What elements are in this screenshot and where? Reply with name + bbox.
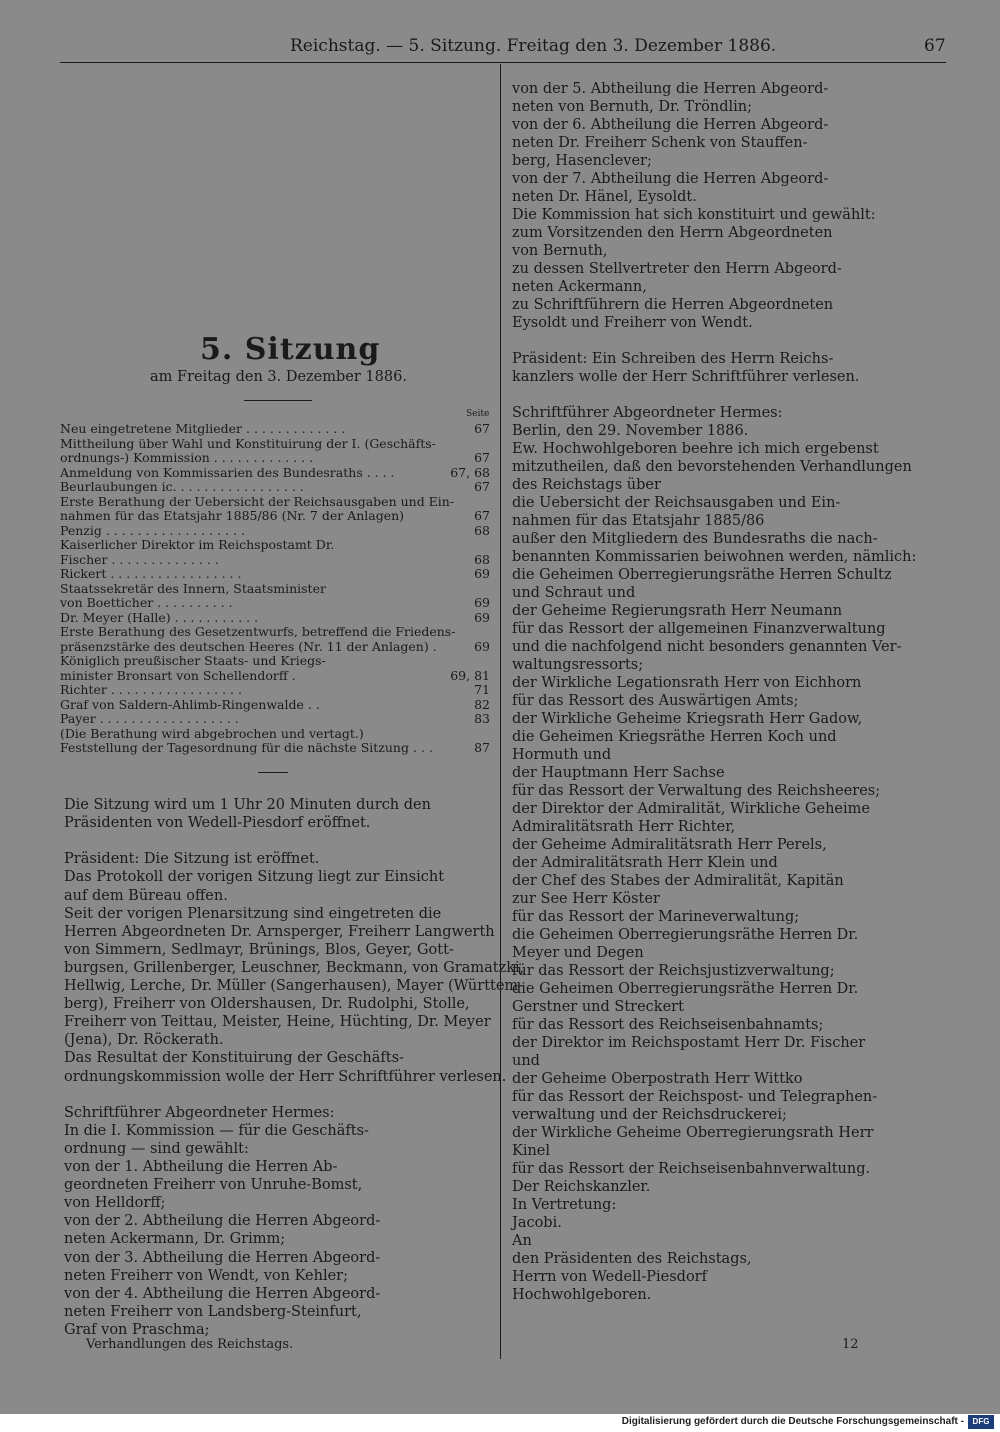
page-number: 67 — [924, 36, 946, 56]
text-line: geordneten Freiherr von Unruhe-Bomst, — [64, 1177, 363, 1194]
text-line: außer den Mitgliedern des Bundesraths die nach- — [512, 531, 878, 547]
text-line: kanzlers wolle der Herr Schriftführer verlesen. — [512, 369, 860, 385]
toc-entry: Rickert . . . . . . . . . . . . . . . . . — [60, 566, 242, 581]
header-rule — [60, 62, 946, 63]
text-line: die Geheimen Kriegsräthe Herren Koch und — [512, 729, 837, 745]
text-line: Kinel — [512, 1143, 551, 1159]
running-header: Reichstag. — 5. Sitzung. Freitag den 3. Dezember 1886. — [290, 36, 777, 56]
signature-number: 12 — [842, 1337, 859, 1352]
text-line: auf dem Büreau offen. — [64, 887, 228, 904]
toc-entry: Anmeldung von Kommissarien des Bundesraths . . . . — [60, 464, 395, 480]
text-line: Schriftführer Abgeordneter Hermes: — [64, 1104, 335, 1121]
text-line: Jacobi. — [512, 1215, 562, 1231]
text-line: der Wirkliche Geheime Oberregierungsrath Herr — [512, 1125, 874, 1141]
toc-page: 69 — [474, 638, 490, 654]
text-line: von der 2. Abtheilung die Herren Abgeord- — [64, 1213, 381, 1230]
text-line: Präsident: Die Sitzung ist eröffnet. — [64, 851, 320, 868]
text-line: zu Schriftführern die Herren Abgeordneten — [512, 297, 834, 313]
text-line: Gerstner und Streckert — [512, 999, 684, 1015]
toc-page: 87 — [474, 740, 490, 755]
toc-entry: Neu eingetretene Mitglieder . . . . . . . . . . . . . — [60, 421, 346, 436]
text-line: Hellwig, Lerche, Dr. Müller (Sangerhausen), Mayer (Württem- — [64, 978, 524, 994]
text-line: der Geheime Oberpostrath Herr Wittko — [512, 1071, 803, 1087]
text-line: die Geheimen Oberregierungsräthe Herren Dr. — [512, 927, 859, 943]
toc-page: 69 — [474, 609, 490, 625]
text-line: nahmen für das Etatsjahr 1885/86 — [512, 513, 765, 529]
toc-entry: Beurlaubungen ic. . . . . . . . . . . . . . . . . — [60, 479, 304, 494]
text-line: von der 6. Abtheilung die Herren Abgeord- — [512, 117, 829, 133]
text-line: die Geheimen Oberregierungsräthe Herren Schultz — [512, 567, 892, 583]
text-line: der Wirkliche Legationsrath Herr von Eichhorn — [512, 675, 862, 691]
text-line: (Jena), Dr. Röckerath. — [64, 1032, 224, 1049]
text-line: Herrn von Wedell-Piesdorf — [512, 1269, 707, 1285]
text-line: Berlin, den 29. November 1886. — [512, 423, 749, 439]
text-line: neten Dr. Hänel, Eysoldt. — [512, 189, 697, 205]
title-rule — [244, 400, 312, 401]
text-line: Admiralitätsrath Herr Richter, — [512, 819, 736, 835]
toc-entry: Fischer . . . . . . . . . . . . . . — [60, 551, 219, 567]
footer-credit: Digitalisierung gefördert durch die Deutsche Forschungsgemeinschaft - — [621, 1416, 964, 1427]
text-line: der Direktor der Admiralität, Wirkliche Geheime — [512, 801, 870, 817]
text-line: berg, Hasenclever; — [512, 153, 652, 169]
text-line: von Bernuth, — [512, 243, 608, 259]
text-line: neten von Bernuth, Dr. Tröndlin; — [512, 99, 753, 115]
text-line: neten Ackermann, Dr. Grimm; — [64, 1231, 286, 1248]
text-line: der Geheime Regierungsrath Herr Neumann — [512, 603, 843, 619]
toc-page: 68 — [474, 522, 490, 538]
text-line: Hochwohlgeboren. — [512, 1287, 652, 1303]
text-line: waltungsressorts; — [512, 657, 644, 673]
toc-column-label: Seite — [466, 409, 490, 419]
toc-entry: Graf von Saldern-Ahlimb-Ringenwalde . . — [60, 696, 320, 712]
text-line: Präsident: Ein Schreiben des Herrn Reichs- — [512, 351, 834, 367]
text-line: Das Resultat der Konstituirung der Geschäfts- — [64, 1050, 404, 1067]
toc-entry: Mittheilung über Wahl und Konstituirung der I. (Geschäfts- — [60, 435, 436, 451]
text-line: und die nachfolgend nicht besonders genannten Ver- — [512, 639, 902, 655]
toc-entry: Feststellung der Tagesordnung für die nächste Sitzung . . . — [60, 740, 433, 755]
toc-entry: ordnungs-) Kommission . . . . . . . . . . . . . — [60, 450, 314, 465]
text-line: verwaltung und der Reichsdruckerei; — [512, 1107, 787, 1123]
text-line: In die I. Kommission — für die Geschäfts- — [64, 1122, 369, 1139]
text-line: Freiherr von Teittau, Meister, Heine, Hüchting, Dr. Meyer — [64, 1014, 491, 1031]
text-line: für das Ressort des Reichseisenbahnamts; — [512, 1017, 824, 1033]
toc-entry: Königlich preußischer Staats- und Kriegs- — [60, 653, 326, 668]
text-line: ordnung — sind gewählt: — [64, 1140, 249, 1157]
toc-page: 83 — [474, 711, 490, 726]
text-line: Schriftführer Abgeordneter Hermes: — [512, 405, 783, 421]
text-line: neten Freiherr von Wendt, von Kehler; — [64, 1267, 348, 1284]
text-line: von der 4. Abtheilung die Herren Abgeord- — [64, 1285, 381, 1302]
text-line: für das Ressort der Reichseisenbahnverwaltung. — [512, 1161, 871, 1177]
text-line: Meyer und Degen — [512, 945, 644, 961]
text-line: berg), Freiherr von Oldershausen, Dr. Rudolphi, Stolle, — [64, 996, 470, 1013]
toc-page: 67, 68 — [450, 464, 490, 480]
text-line: Graf von Praschma; — [64, 1321, 210, 1338]
toc-page: 68 — [474, 551, 490, 567]
toc-page: 71 — [474, 682, 490, 697]
text-line: Das Protokoll der vorigen Sitzung liegt zur Einsicht — [64, 869, 445, 886]
toc-page: 69, 81 — [450, 667, 490, 683]
column-divider — [500, 64, 501, 1359]
text-line: der Direktor im Reichspostamt Herr Dr. Fischer — [512, 1035, 866, 1051]
toc-entry: Payer . . . . . . . . . . . . . . . . . . — [60, 711, 239, 726]
text-line: für das Ressort der Reichsjustizverwaltung; — [512, 963, 835, 979]
toc-entry: Penzig . . . . . . . . . . . . . . . . . . — [60, 522, 245, 538]
toc-entry: (Die Berathung wird abgebrochen und vertagt.) — [60, 725, 364, 741]
text-line: der Admiralitätsrath Herr Klein und — [512, 855, 778, 871]
left-footer-note: Verhandlungen des Reichstags. — [86, 1337, 294, 1352]
text-line: von der 3. Abtheilung die Herren Abgeord- — [64, 1249, 381, 1266]
text-line: des Reichstags über — [512, 477, 661, 493]
text-line: die Geheimen Oberregierungsräthe Herren Dr. — [512, 981, 859, 997]
toc-entry: Dr. Meyer (Halle) . . . . . . . . . . . — [60, 609, 259, 625]
text-line: neten Ackermann, — [512, 279, 647, 295]
text-line: mitzutheilen, daß den bevorstehenden Verhandlungen — [512, 459, 912, 475]
text-line: die Uebersicht der Reichsausgaben und Ein- — [512, 495, 841, 511]
digitization-footer — [0, 1414, 1000, 1432]
text-line: Seit der vorigen Plenarsitzung sind eingetreten die — [64, 905, 442, 922]
text-line: von Simmern, Sedlmayr, Brünings, Blos, Geyer, Gott- — [64, 941, 454, 958]
text-line: für das Ressort der allgemeinen Finanzverwaltung — [512, 621, 886, 637]
toc-entry: nahmen für das Etatsjahr 1885/86 (Nr. 7 der Anlagen) — [60, 508, 405, 523]
text-line: für das Ressort der Reichspost- und Telegraphen- — [512, 1089, 878, 1105]
text-line: Ew. Hochwohlgeboren beehre ich mich ergebenst — [512, 441, 879, 457]
text-line: den Präsidenten des Reichstags, — [512, 1251, 752, 1267]
text-line: Eysoldt und Freiherr von Wendt. — [512, 315, 753, 331]
toc-entry: Kaiserlicher Direktor im Reichspostamt Dr. — [60, 537, 335, 552]
text-line: von der 1. Abtheilung die Herren Ab- — [64, 1159, 338, 1175]
text-line: Herren Abgeordneten Dr. Arnsperger, Freiherr Langwerth — [64, 923, 495, 940]
text-line: benannten Kommissarien beiwohnen werden, nämlich: — [512, 549, 917, 565]
session-date: am Freitag den 3. Dezember 1886. — [150, 369, 407, 385]
text-line: und — [512, 1053, 540, 1069]
dfg-logo: DFG — [968, 1415, 994, 1429]
toc-page: 67 — [474, 421, 490, 436]
text-line: und Schraut und — [512, 585, 636, 601]
toc-entry: Richter . . . . . . . . . . . . . . . . . — [60, 682, 242, 697]
text-line: Die Kommission hat sich konstituirt und gewählt: — [512, 207, 876, 223]
text-line: der Wirkliche Geheime Kriegsrath Herr Gadow, — [512, 711, 863, 727]
toc-page: 69 — [474, 595, 490, 610]
text-line: Präsidenten von Wedell-Piesdorf eröffnet. — [64, 815, 371, 832]
text-line: von der 7. Abtheilung die Herren Abgeord- — [512, 171, 829, 187]
text-line: An — [512, 1233, 532, 1249]
text-line: burgsen, Grillenberger, Leuschner, Beckmann, von Gramatzki, — [64, 959, 525, 976]
text-line: Hormuth und — [512, 747, 612, 763]
toc-entry: Staatssekretär des Innern, Staatsminister — [60, 580, 326, 596]
text-line: der Chef des Stabes der Admiralität, Kapitän — [512, 873, 844, 889]
text-line: für das Ressort der Verwaltung des Reichsheeres; — [512, 783, 881, 799]
text-line: von Helldorff; — [64, 1195, 166, 1212]
toc-page: 67 — [474, 508, 490, 523]
text-line: neten Dr. Freiherr Schenk von Stauffen- — [512, 135, 808, 151]
toc-entry: minister Bronsart von Schellendorff . — [60, 667, 296, 683]
text-line: zur See Herr Köster — [512, 891, 660, 907]
text-line: ordnungskommission wolle der Herr Schriftführer verlesen. — [64, 1068, 507, 1085]
text-line: der Geheime Admiralitätsrath Herr Perels, — [512, 837, 827, 853]
toc-page: 67 — [474, 479, 490, 494]
text-line: zum Vorsitzenden den Herrn Abgeordneten — [512, 225, 833, 241]
toc-entry: präsenzstärke des deutschen Heeres (Nr. 11 der Anlagen) . — [60, 638, 437, 654]
text-line: Der Reichskanzler. — [512, 1179, 651, 1195]
text-line: neten Freiherr von Landsberg-Steinfurt, — [64, 1303, 362, 1320]
text-line: für das Ressort des Auswärtigen Amts; — [512, 693, 799, 709]
text-line: der Hauptmann Herr Sachse — [512, 765, 725, 781]
toc-page: 82 — [474, 696, 490, 712]
toc-end-rule — [258, 772, 288, 773]
session-title: 5. Sitzung — [200, 332, 381, 367]
text-line: In Vertretung: — [512, 1197, 617, 1213]
toc-page: 67 — [474, 450, 490, 465]
toc-entry: Erste Berathung der Uebersicht der Reichsausgaben und Ein- — [60, 493, 455, 509]
text-line: zu dessen Stellvertreter den Herrn Abgeord- — [512, 261, 842, 277]
text-line: Die Sitzung wird um 1 Uhr 20 Minuten durch den — [64, 797, 431, 813]
text-line: für das Ressort der Marineverwaltung; — [512, 909, 800, 925]
toc-entry: Erste Berathung des Gesetzentwurfs, betreffend die Friedens- — [60, 624, 456, 639]
toc-page: 69 — [474, 566, 490, 581]
text-line: von der 5. Abtheilung die Herren Abgeord- — [512, 81, 829, 97]
toc-entry: von Boetticher . . . . . . . . . . — [60, 595, 233, 610]
